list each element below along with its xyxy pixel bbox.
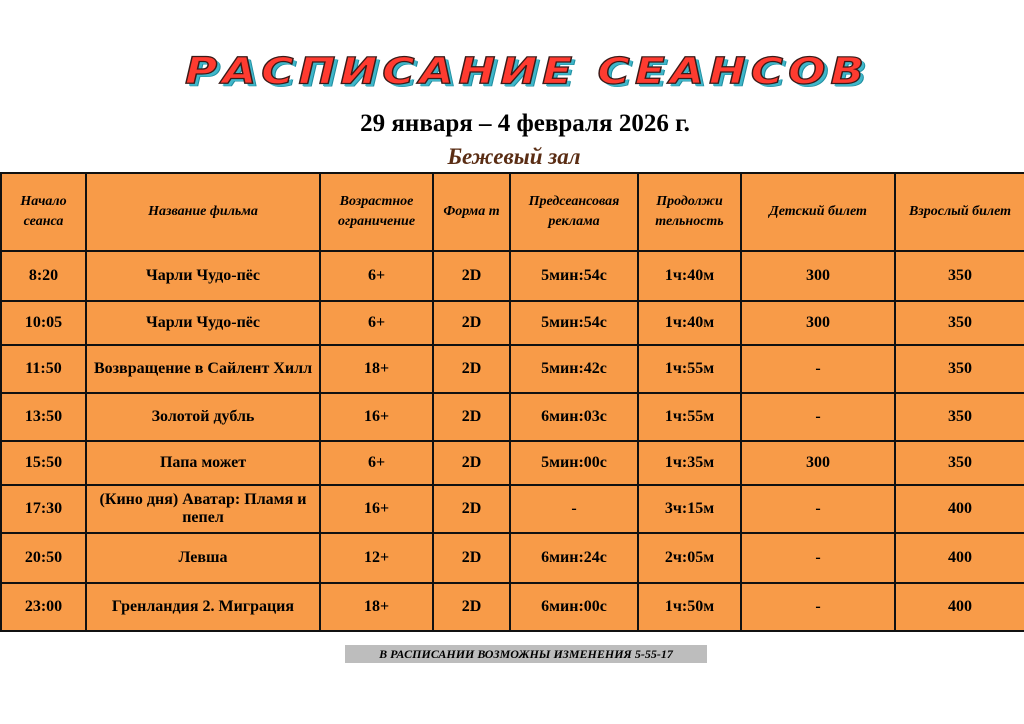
table-row: [1, 393, 1024, 441]
child-ticket-cell: -: [741, 533, 895, 583]
child-ticket-cell: 300: [741, 301, 895, 345]
table-row: [1, 485, 1024, 533]
age-rating-cell: 12+: [320, 533, 433, 583]
start-cell: 23:00: [1, 583, 86, 631]
duration-cell: 1ч:55м: [638, 345, 741, 393]
duration-cell: 1ч:50м: [638, 583, 741, 631]
adult-ticket-cell: 400: [895, 533, 1024, 583]
film-title-cell: Гренландия 2. Миграция: [86, 583, 320, 631]
age-rating-cell: 6+: [320, 301, 433, 345]
film-title-cell: Левша: [86, 533, 320, 583]
schedule-notice: В РАСПИСАНИИ ВОЗМОЖНЫ ИЗМЕНЕНИЯ 5-55-17: [345, 645, 707, 663]
child-ticket-cell: -: [741, 393, 895, 441]
col-header-adult-ticket: Взрослый билет: [895, 173, 1024, 251]
col-header-duration: Продолжи тельность: [638, 173, 741, 251]
child-ticket-cell: -: [741, 583, 895, 631]
ads-duration-cell: 5мин:42с: [510, 345, 638, 393]
table-row: [1, 301, 1024, 345]
table-row: [1, 533, 1024, 583]
format-cell: 2D: [433, 533, 510, 583]
schedule-table: [0, 172, 1024, 632]
duration-cell: 2ч:05м: [638, 533, 741, 583]
col-header-start: Начало сеанса: [1, 173, 86, 251]
col-header-film: Название фильма: [86, 173, 320, 251]
start-cell: 10:05: [1, 301, 86, 345]
table-row: [1, 441, 1024, 485]
start-cell: 8:20: [1, 251, 86, 301]
table-header-row: [1, 173, 1024, 251]
format-cell: 2D: [433, 301, 510, 345]
film-title-cell: Чарли Чудо-пёс: [86, 301, 320, 345]
table-row: [1, 345, 1024, 393]
format-cell: 2D: [433, 393, 510, 441]
film-title-cell: (Кино дня) Аватар: Пламя и пепел: [86, 485, 320, 533]
adult-ticket-cell: 400: [895, 485, 1024, 533]
adult-ticket-cell: 400: [895, 583, 1024, 631]
duration-cell: 1ч:35м: [638, 441, 741, 485]
format-cell: 2D: [433, 441, 510, 485]
duration-cell: 1ч:55м: [638, 393, 741, 441]
col-header-ads: Предсеансовая реклама: [510, 173, 638, 251]
ads-duration-cell: 6мин:24с: [510, 533, 638, 583]
film-title-cell: Папа может: [86, 441, 320, 485]
start-cell: 17:30: [1, 485, 86, 533]
format-cell: 2D: [433, 485, 510, 533]
page-title: РАСПИСАНИЕ СЕАНСОВ: [184, 50, 870, 93]
date-range: 29 января – 4 февраля 2026 г.: [360, 110, 690, 137]
adult-ticket-cell: 350: [895, 441, 1024, 485]
ads-duration-cell: 5мин:54с: [510, 251, 638, 301]
age-rating-cell: 6+: [320, 441, 433, 485]
col-header-format: Форма т: [433, 173, 510, 251]
start-cell: 11:50: [1, 345, 86, 393]
age-rating-cell: 18+: [320, 345, 433, 393]
format-cell: 2D: [433, 345, 510, 393]
start-cell: 20:50: [1, 533, 86, 583]
duration-cell: 1ч:40м: [638, 301, 741, 345]
format-cell: 2D: [433, 583, 510, 631]
hall-name: Бежевый зал: [447, 144, 581, 169]
ads-duration-cell: -: [510, 485, 638, 533]
ads-duration-cell: 5мин:54с: [510, 301, 638, 345]
adult-ticket-cell: 350: [895, 301, 1024, 345]
adult-ticket-cell: 350: [895, 393, 1024, 441]
duration-cell: 3ч:15м: [638, 485, 741, 533]
age-rating-cell: 16+: [320, 393, 433, 441]
col-header-age: Возрастное ограничение: [320, 173, 433, 251]
adult-ticket-cell: 350: [895, 345, 1024, 393]
start-cell: 13:50: [1, 393, 86, 441]
table-row: [1, 583, 1024, 631]
age-rating-cell: 6+: [320, 251, 433, 301]
film-title-cell: Возвращение в Сайлент Хилл: [86, 345, 320, 393]
adult-ticket-cell: 350: [895, 251, 1024, 301]
col-header-child-ticket: Детский билет: [741, 173, 895, 251]
table-row: [1, 251, 1024, 301]
duration-cell: 1ч:40м: [638, 251, 741, 301]
ads-duration-cell: 6мин:00с: [510, 583, 638, 631]
film-title-cell: Чарли Чудо-пёс: [86, 251, 320, 301]
ads-duration-cell: 5мин:00с: [510, 441, 638, 485]
age-rating-cell: 18+: [320, 583, 433, 631]
age-rating-cell: 16+: [320, 485, 433, 533]
film-title-cell: Золотой дубль: [86, 393, 320, 441]
child-ticket-cell: 300: [741, 441, 895, 485]
child-ticket-cell: -: [741, 485, 895, 533]
child-ticket-cell: 300: [741, 251, 895, 301]
format-cell: 2D: [433, 251, 510, 301]
start-cell: 15:50: [1, 441, 86, 485]
child-ticket-cell: -: [741, 345, 895, 393]
ads-duration-cell: 6мин:03с: [510, 393, 638, 441]
